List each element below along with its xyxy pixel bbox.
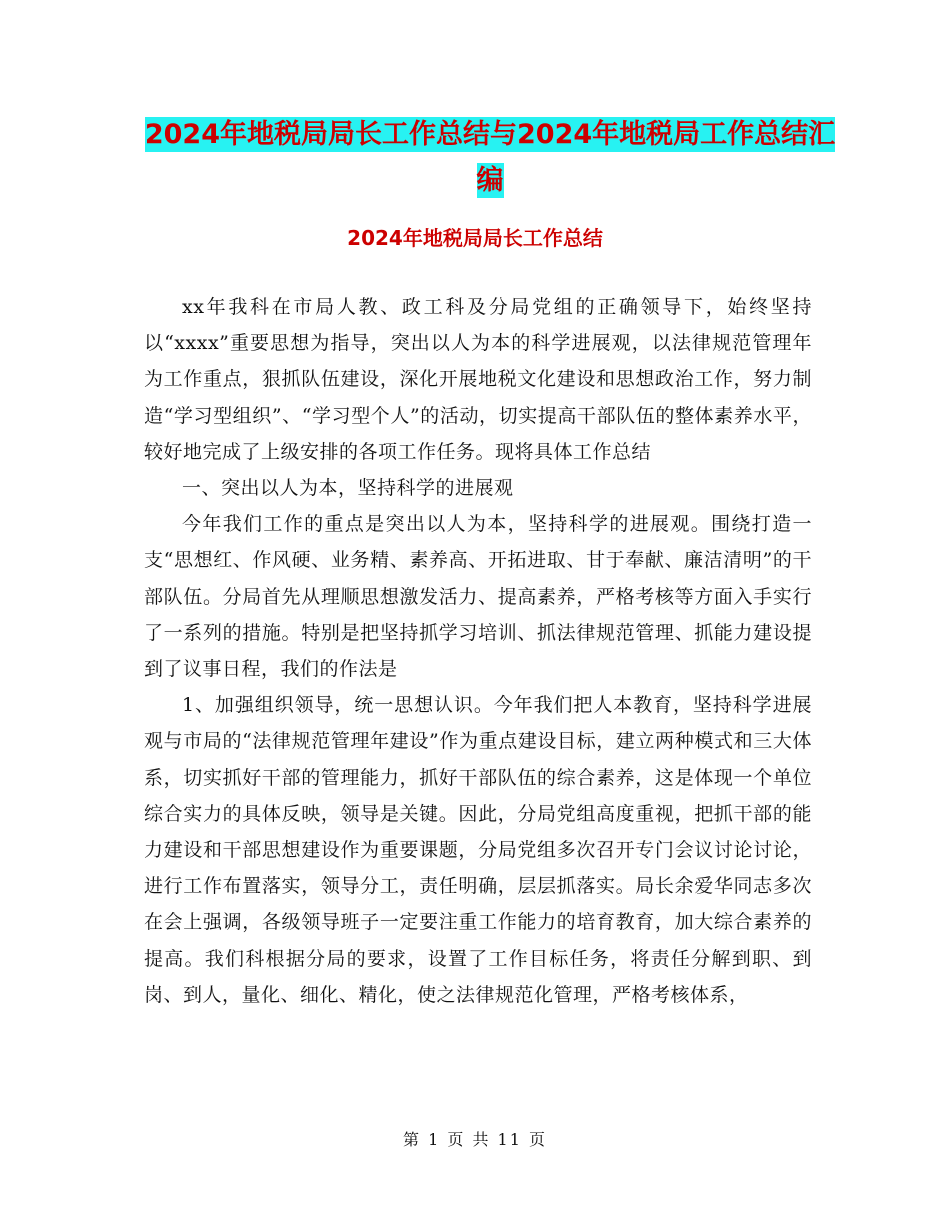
paragraph-heading-1: 一、突出以人为本，坚持科学的进展观 <box>182 477 514 500</box>
document-body <box>144 289 812 1013</box>
document-title: 2024年地税局局长工作总结与2024年地税局工作总结汇编 <box>144 119 836 196</box>
paragraph-focus: 今年我们工作的重点是突出以人为本，坚持科学的进展观。围绕打造一支“思想红、作风硬、业务精、素养高、开拓进取、甘于奉献、廉洁清明”的干部队伍。分局首先从理顺思想激发活力、提高素养，严格考核等方面入手实行了一系列的措施。特别是把坚持抓学习培训、抓法律规范管理、抓能力建设提到了议事日程，我们的作法是 <box>144 513 812 681</box>
page-number: 第 1 页 共 11 页 <box>403 1130 547 1149</box>
paragraph-item-1: 1、加强组织领导，统一思想认识。今年我们把人本教育，坚持科学进展观与市局的“法律规范管理年建设”作为重点建设目标，建立两种模式和三大体系，切实抓好干部的管理能力，抓好干部队伍的综合素养，这是体现一个单位综合实力的具体反映，领导是关键。因此，分局党组高度重视，把抓干部的能力建设和干部思想建设作为重要课题，分局党组多次召开专门会议讨论讨论，进行工作布置落实，领导分工，责任明确，层层抓落实。局长余爱华同志多次在会上强调，各级领导班子一定要注重工作能力的培育教育，加大综合素养的提高。我们科根据分局的要求，设置了工作目标任务，将责任分解到职、到岗、到人，量化、细化、精化，使之法律规范化管理，严格考核体系， <box>144 694 812 1006</box>
document-title-block <box>140 112 840 204</box>
section-title: 2024年地税局局长工作总结 <box>347 226 603 250</box>
paragraph-intro: xx年我科在市局人教、政工科及分局党组的正确领导下，始终坚持以“xxxx”重要思想为指导，突出以人为本的科学进展观，以法律规范管理年为工作重点，狠抓队伍建设，深化开展地税文化建设和思想政治工作，努力制造“学习型组织”、“学习型个人”的活动，切实提高干部队伍的整体素养水平，较好地完成了上级安排的各项工作任务。现将具体工作总结 <box>144 296 812 463</box>
